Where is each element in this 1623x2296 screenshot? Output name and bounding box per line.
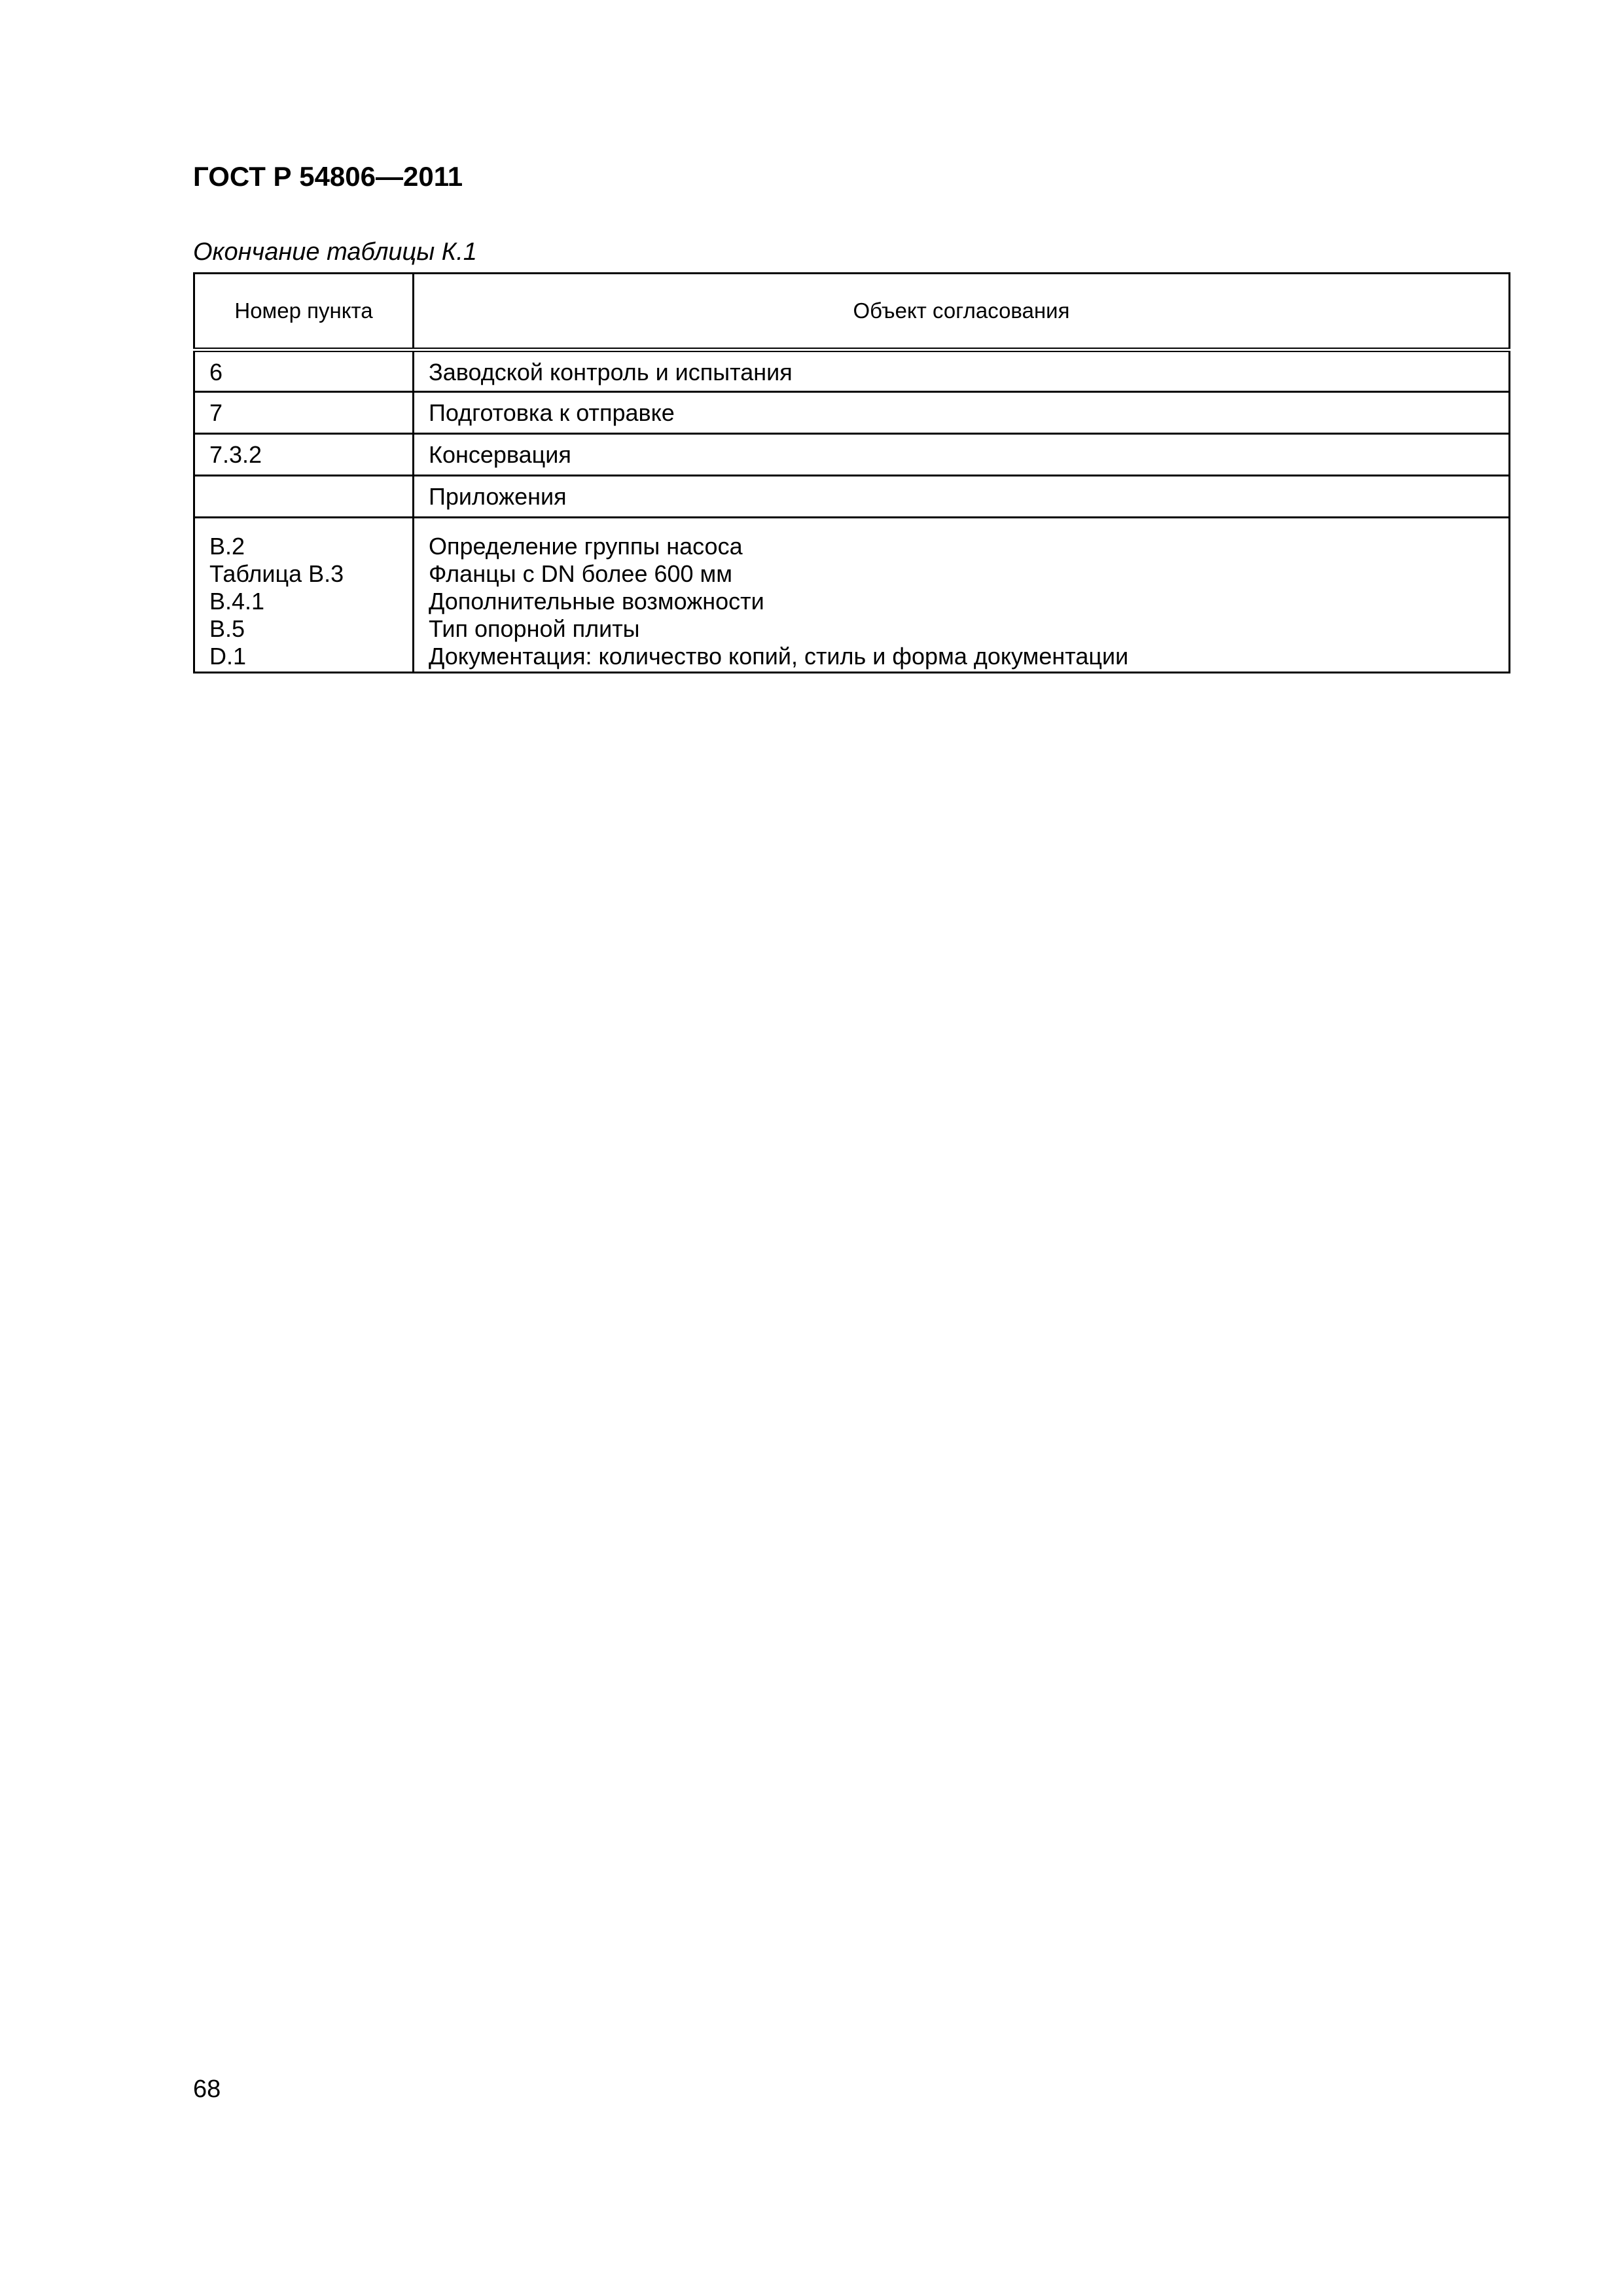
- table-header-row: [194, 274, 1510, 350]
- subject-line: Фланцы с DN более 600 мм: [429, 560, 733, 587]
- clause-cell-grouped: [194, 518, 414, 673]
- agreement-table-container: [193, 272, 1508, 673]
- subject-line: Тип опорной плиты: [429, 615, 640, 642]
- column-header-subject: Объект согласования: [414, 274, 1510, 350]
- subject-cell: Заводской контроль и испытания: [414, 350, 1510, 392]
- clause-line: D.1: [209, 643, 247, 670]
- clause-line: B.2: [209, 533, 245, 560]
- table-row-grouped: [194, 518, 1510, 673]
- table-row: [194, 434, 1510, 476]
- table-row: [194, 392, 1510, 434]
- table-caption: Окончание таблицы К.1: [193, 238, 477, 266]
- document-code: ГОСТ Р 54806—2011: [193, 161, 463, 192]
- subject-line: Документация: количество копий, стиль и форма документации: [429, 643, 1129, 670]
- subject-line: Определение группы насоса: [429, 533, 743, 560]
- clause-line: B.5: [209, 615, 245, 642]
- clause-cell: 7.3.2: [194, 434, 414, 476]
- subject-cell: Консервация: [414, 434, 1510, 476]
- subject-cell: Подготовка к отправке: [414, 392, 1510, 434]
- clause-cell: [194, 476, 414, 518]
- clause-cell: 6: [194, 350, 414, 392]
- agreement-table: [193, 272, 1510, 673]
- clause-line: B.4.1: [209, 588, 265, 615]
- column-header-clause: Номер пункта: [194, 274, 414, 350]
- table-row: [194, 476, 1510, 518]
- page-number: 68: [193, 2075, 221, 2103]
- clause-cell: 7: [194, 392, 414, 434]
- subject-cell-grouped: [414, 518, 1510, 673]
- clause-line: Таблица B.3: [209, 560, 344, 587]
- subject-cell: Приложения: [414, 476, 1510, 518]
- subject-line: Дополнительные возможности: [429, 588, 764, 615]
- table-row: [194, 350, 1510, 392]
